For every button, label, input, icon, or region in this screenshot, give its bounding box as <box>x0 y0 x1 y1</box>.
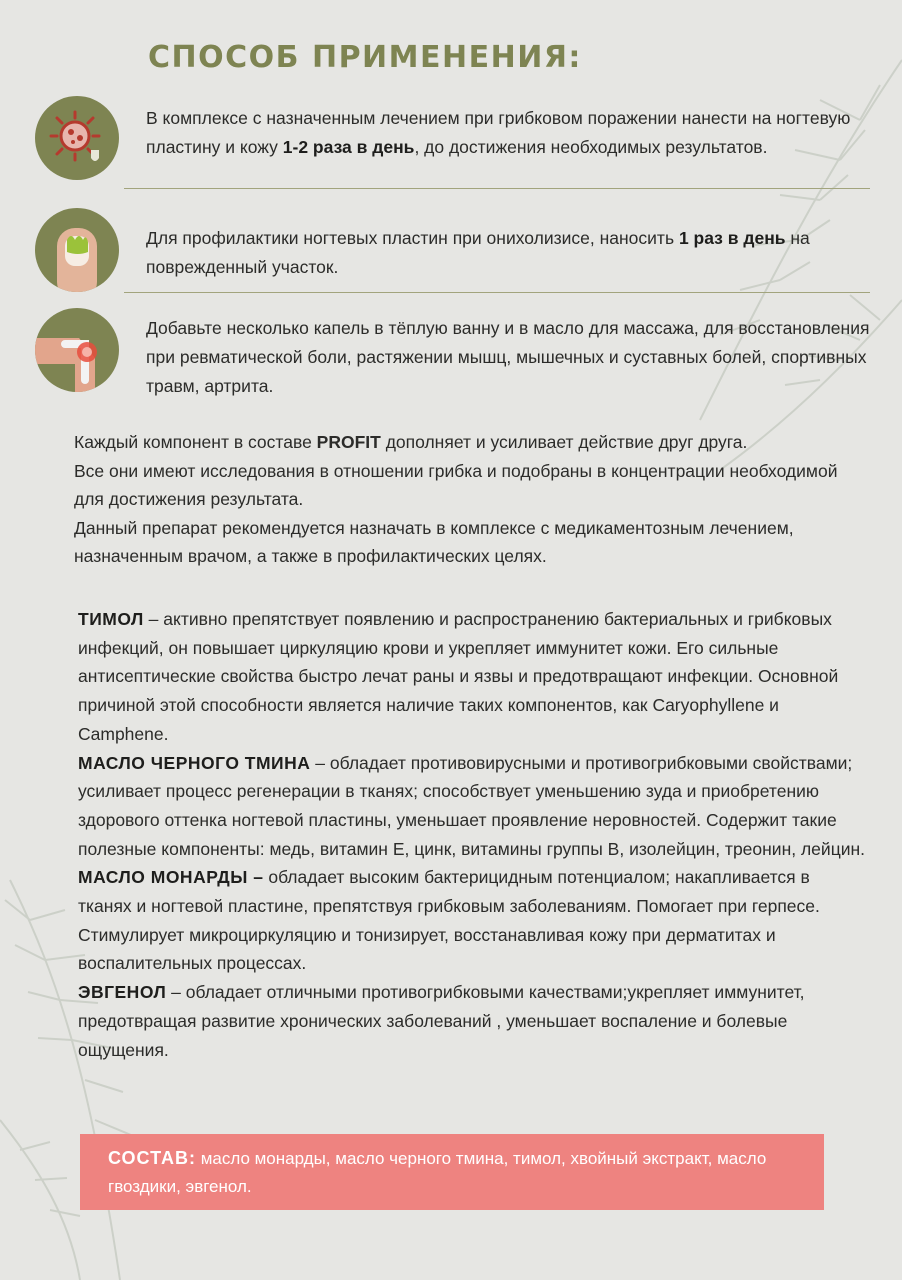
ingredient-name: МАСЛО МОНАРДЫ – <box>78 867 264 888</box>
intro-line-2: Все они имеют исследования в отношении грибка и подобраны в концентрации необходимой для достижения результата. <box>74 460 838 509</box>
usage-step-3-text: Добавьте несколько капель в тёплую ванну и в масло для массажа, для восстановления при ревматической боли, растяжении мышц, мышечных и суставных болей, спортивных травм, артрита. <box>146 318 870 396</box>
ingredient-description: – активно препятствует появлению и распространению бактериальных и грибковых инфекций, он повышает циркуляцию крови и укрепляет иммунитет кожи. Его сильные антисептические свойства быстро лечат раны и язвы и предотвращают инфекции. Основной причиной этой способности является наличие таких компонентов, как Caryophyllene и Camphene. <box>78 609 839 744</box>
ingredient-description: – обладает отличными противогрибковыми качествами;укрепляет иммунитет, предотвращая развитие хронических заболеваний , уменьшает воспаление и болевые ощущения. <box>78 982 805 1060</box>
brand-name: PROFIT <box>316 432 381 452</box>
ingredient-item <box>78 749 868 864</box>
ingredient-item <box>78 863 868 978</box>
ingredient-name: МАСЛО ЧЕРНОГО ТМИНА <box>78 752 311 773</box>
usage-step-1-text: В комплексе с назначенным лечением при грибковом поражении нанести на ногтевую пластину и кожу 1-2 раза в день, до достижения необходимых результатов. <box>146 108 851 157</box>
ingredient-description: – обладает противовирусными и противогрибковыми свойствами; усиливает процесс регенерации в тканях; способствует уменьшению зуда и приобретению здорового оттенка ногтевой пластины, уменьшает проявление неровностей. Содержит такие полезные компоненты: медь, витамин Е, цинк, витамины группы В, изолейцин, треонин, лейцин. <box>78 752 866 859</box>
divider <box>124 292 870 293</box>
dosage-highlight: 1 раз в день <box>678 228 786 248</box>
page-title: СПОСОБ ПРИМЕНЕНИЯ: <box>148 40 582 75</box>
composition-box <box>80 1134 824 1210</box>
ingredients-list <box>78 605 868 1064</box>
ingredient-item <box>78 978 868 1064</box>
intro-paragraph <box>74 428 864 571</box>
ingredient-name: ТИМОЛ <box>78 609 144 629</box>
composition-text: масло монарды, масло черного тмина, тимол, хвойный экстракт, масло гвоздики, эвгенол. <box>108 1149 767 1196</box>
intro-line-3: Данный препарат рекомендуется назначать в комплексе с медикаментозным лечением, назначенным врачом, а также в профилактических целях. <box>74 517 794 566</box>
fungus-icon <box>35 96 119 180</box>
composition-label: СОСТАВ: <box>108 1148 196 1168</box>
intro-line-1: Каждый компонент в составе PROFIT дополняет и усиливает действие друг друга. <box>74 432 748 452</box>
ingredient-item <box>78 605 868 749</box>
nail-icon <box>35 208 119 292</box>
ingredient-description: обладает высоким бактерицидным потенциалом; накапливается в тканях и ногтевой пластине, препятствуя грибковым заболеваниям. Помогает при герпесе. Стимулирует микроциркуляцию и тонизирует, восстанавливая кожу при дерматитах и воспалительных процессах. <box>78 867 820 974</box>
dosage-highlight: 1-2 раза в день <box>282 137 415 157</box>
knee-joint-icon <box>35 308 119 392</box>
ingredient-name: ЭВГЕНОЛ <box>78 982 167 1003</box>
usage-step-2-text: Для профилактики ногтевых пластин при онихолизисе, наносить 1 раз в день на поврежденный участок. <box>146 228 810 277</box>
divider <box>124 188 870 189</box>
